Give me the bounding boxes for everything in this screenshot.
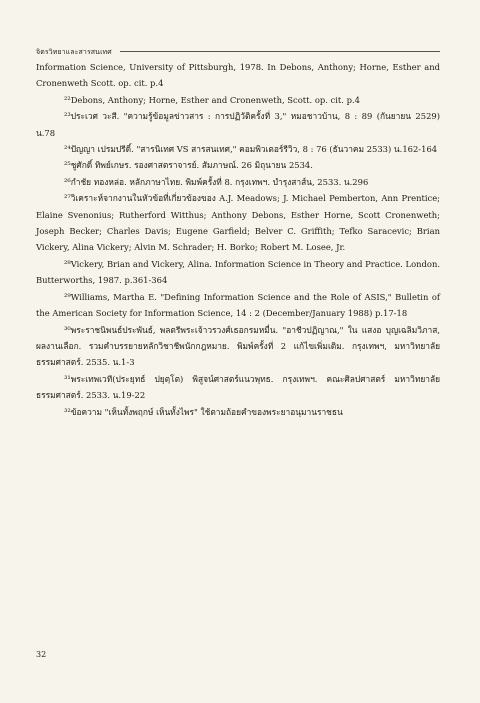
endnote: ²³ประเวศ วะสี. "ความรู้ข้อมูลข่าวสาร : การปฏิวัติครั้งที่ 3," หมอชาวบ้าน, 8 : 89 (กันยายน 2529) น.78 <box>36 111 440 138</box>
endnote: Information Science, University of Pittsburgh, 1978. In Debons, Anthony; Horne, Esther and Cronenweth Scott. op. cit. p.4 <box>36 62 440 89</box>
endnote: ³¹พระเทพเวที(ประยุทธ์ ปยุตฺโต) พิสูจน์ศาสตร์แนวพุทธ. กรุงเทพฯ. คณะศิลปศาสตร์ มหาวิทยาลัยธรรมศาสตร์. 2533. น.19-22 <box>36 373 440 401</box>
endnote: ²⁵ชูศักดิ์ ทิพย์เกษร. รองศาสตราจารย์. สัมภาษณ์. 26 มิถุนายน 2534. <box>64 160 313 171</box>
endnote: ²²Debons, Anthony; Horne, Esther and Cronenweth, Scott. op. cit. p.4 <box>64 94 360 105</box>
endnotes-list <box>36 59 440 420</box>
header-rule <box>120 51 440 52</box>
endnote: ²⁸Vickery, Brian and Vickery, Alina. Information Science in Theory and Practice. London. Butterworths, 1987. p.361-364 <box>36 258 440 286</box>
endnote: ³²ข้อความ "เห็นทั้งพฤกษ์ เห็นทั้งไพร" ใช้ตามถ้อยคำของพระยาอนุมานราชธน <box>64 406 343 417</box>
endnote: ²⁴ปัญญา เปรมปรีดิ์. "สารนิเทศ VS สารสนเทศ," คอมพิวเตอร์รีวิว, 8 : 76 (ธันวาคม 2533) น.162-164 <box>64 144 438 155</box>
endnote: ²⁷วิเคราะห์จากงานในหัวข้อที่เกี่ยวข้องของ A.J. Meadows; J. Michael Pemberton, Ann Prentice; Elaine Svenonius; Rutherford Witthus; Anthony Debons, Esther Horne, Scott Cronenweth; Joseph Becker; Charles Davis; Eugene Garfield; Belver C. Griffith; Tefko Saracevic; Brian Vickery, Alina Vickery; Alvin M. Schrader; H. Borko; Robert M. Losee, Jr. <box>36 193 440 253</box>
endnote: ²⁹Williams, Martha E. "Defining Information Science and the Role of ASIS," Bulletin of the American Society for Information Science, 14 : 2 (December/January 1988) p.17-18 <box>36 291 440 319</box>
page-number: 32 <box>36 650 47 659</box>
running-head: จิตรวิทยาและสารสนเทศ <box>36 48 112 56</box>
endnote: ²⁶กำชัย ทองหล่อ. หลักภาษาไทย. พิมพ์ครั้งที่ 8. กรุงเทพฯ. บำรุงสาส์น, 2533. น.296 <box>64 176 369 187</box>
endnote: ³⁰พระราชนิพนธ์ประพันธ์, พลตรีพระเจ้าวรวงศ์เธอกรมหมื่น. "อาชีวปฏิญาณ," ใน แสงอ บุญเฉลิมวิภาส, ผลงานเลือก. รวมคำบรรยายหลักวิชาชีพนักกฎหมาย. พิมพ์ครั้งที่ 2 แก้ไขเพิ่มเติม. กรุงเทพฯ, มหาวิทยาลัยธรรมศาสตร์. 2535. น.1-3 <box>36 324 440 368</box>
